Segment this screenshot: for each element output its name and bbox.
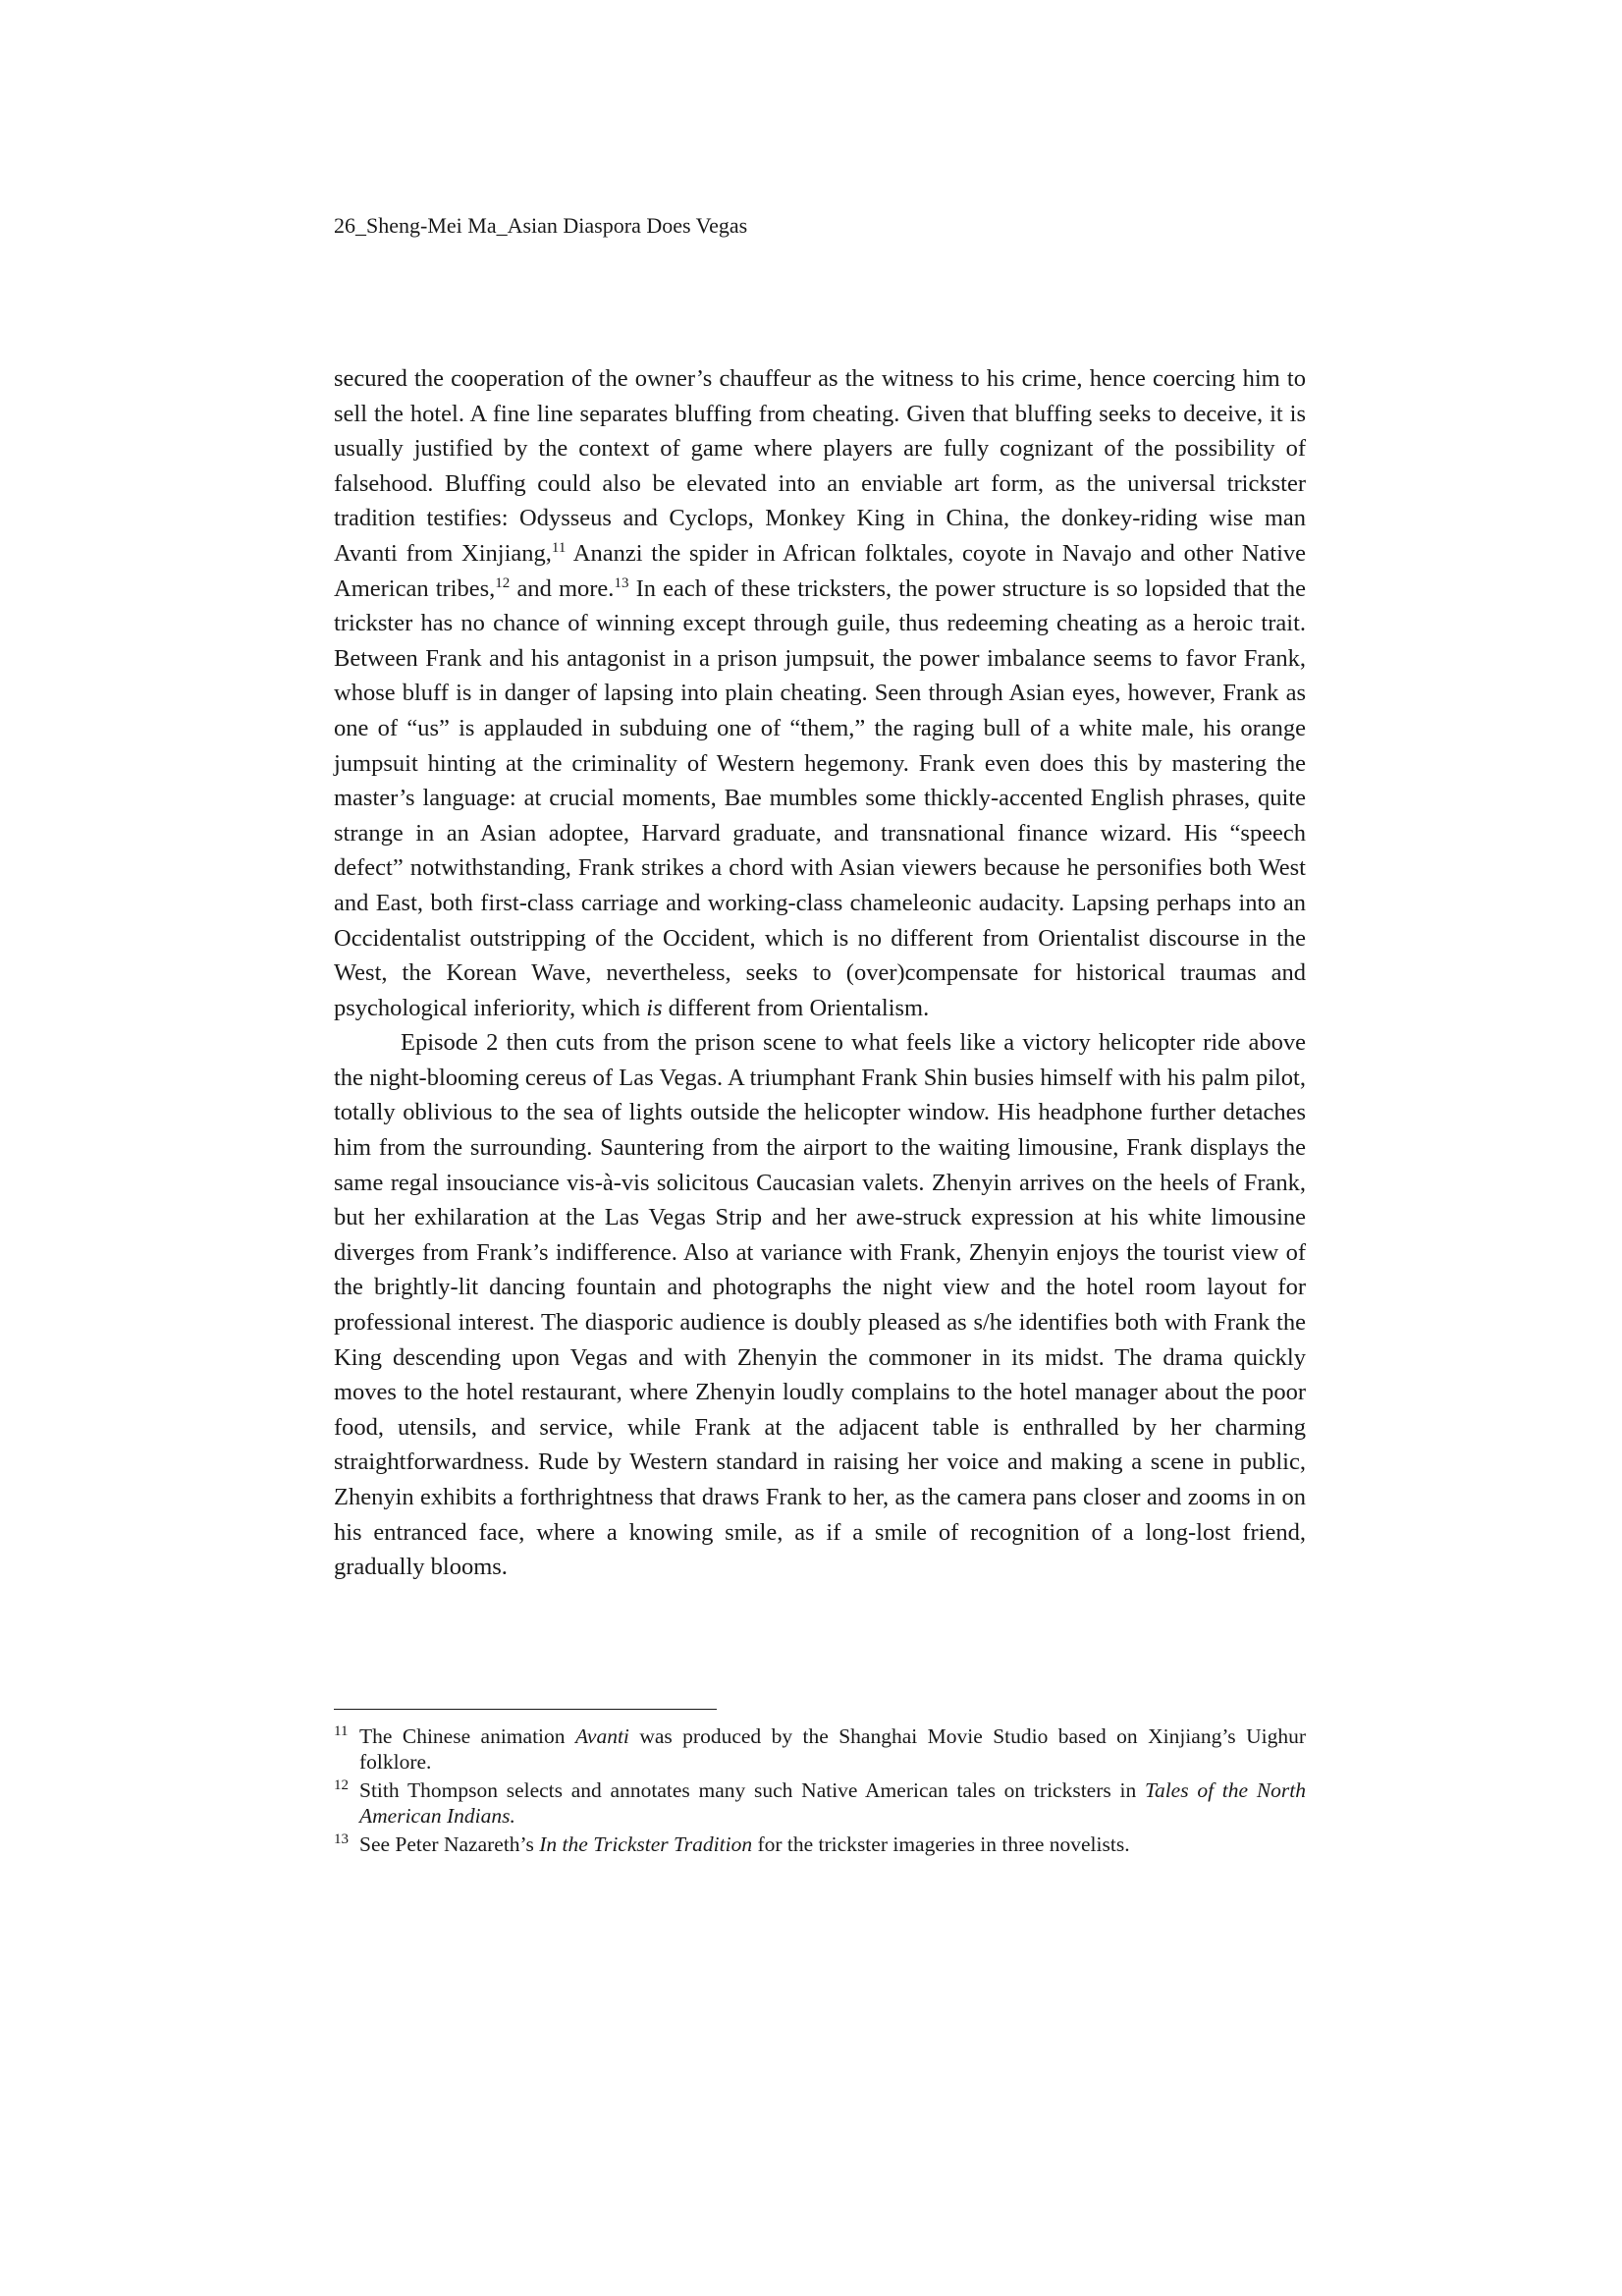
footnote-text: The Chinese animation — [359, 1724, 575, 1748]
p1-text-2: Ananzi the spider in African folktales, coyote in Navajo and other Native American tribes, — [334, 539, 1306, 602]
running-head: 26_Sheng-Mei Ma_Asian Diaspora Does Vegas — [334, 213, 748, 238]
footnote-number: 12 — [334, 1777, 349, 1793]
footnote-11 — [334, 1724, 1306, 1775]
footnote-text: Stith Thompson selects and annotates many such Native American tales on tricksters in — [359, 1778, 1145, 1802]
footnote-13 — [334, 1832, 1306, 1858]
footnote-ref-12[interactable]: 12 — [495, 574, 511, 591]
footnote-number: 11 — [334, 1723, 349, 1739]
p1-text-3: and more. — [510, 574, 615, 602]
footnotes — [334, 1724, 1306, 1862]
footnote-divider — [334, 1709, 717, 1710]
footnote-12 — [334, 1778, 1306, 1829]
footnote-number: 13 — [334, 1831, 349, 1847]
footnote-title: Tales of the North American Indians. — [359, 1778, 1306, 1828]
footnote-title: In the Trickster Tradition — [539, 1832, 753, 1856]
footnote-ref-13[interactable]: 13 — [614, 574, 629, 591]
footnote-text: for the trickster imageries in three novelists. — [752, 1832, 1130, 1856]
body-text — [334, 361, 1306, 1585]
p1-text-1: secured the cooperation of the owner’s chauffeur as the witness to his crime, hence coercing him to sell the hotel. A fine line separates bluffing from cheating. Given that bluffing seeks to deceive, it is usually justified by the context of game where players are fully cognizant of the possibility of falsehood. Bluffing could also be elevated into an enviable art form, as the universal trickster tradition testifies: Odysseus and Cyclops, Monkey King in China, the donkey-riding wise man Avanti from Xinjiang, — [334, 365, 1306, 567]
paragraph-2: Episode 2 then cuts from the prison scene to what feels like a victory helicopter ride above the night-blooming cereus of Las Vegas. A triumphant Frank Shin busies himself with his palm pilot, totally oblivious to the sea of lights outside the helicopter window. His headphone further detaches him from the surrounding. Sauntering from the airport to the waiting limousine, Frank displays the same regal insouciance vis-à-vis solicitous Caucasian valets. Zhenyin arrives on the heels of Frank, but her exhilaration at the Las Vegas Strip and her awe-struck expression at his white limousine diverges from Frank’s indifference. Also at variance with Frank, Zhenyin enjoys the tourist view of the brightly-lit dancing fountain and photographs the night view and the hotel room layout for professional interest. The diasporic audience is doubly pleased as s/he identifies both with Frank the King descending upon Vegas and with Zhenyin the commoner in its midst. The drama quickly moves to the hotel restaurant, where Zhenyin loudly complains to the hotel manager about the poor food, utensils, and service, while Frank at the adjacent table is enthralled by her charming straightforwardness. Rude by Western standard in raising her voice and making a scene in public, Zhenyin exhibits a forthrightness that draws Frank to her, as the camera pans closer and zooms in on his entranced face, where a knowing smile, as if a smile of recognition of a long-lost friend, gradually blooms. — [334, 1029, 1306, 1581]
p1-text-5: different from Orientalism. — [662, 994, 930, 1021]
footnote-title: Avanti — [574, 1724, 629, 1748]
footnote-text: See Peter Nazareth’s — [359, 1832, 540, 1856]
footnote-text: was produced by the Shanghai Movie Studio based on Xinjiang’s Uighur folklore. — [359, 1724, 1306, 1774]
footnote-ref-11[interactable]: 11 — [551, 539, 567, 556]
p1-text-4: In each of these tricksters, the power structure is so lopsided that the trickster has no chance of winning except through guile, thus redeeming cheating as a heroic trait. Between Frank and his antagonist in a prison jumpsuit, the power imbalance seems to favor Frank, whose bluff is in danger of lapsing into plain cheating. Seen through Asian eyes, however, Frank as one of “us” is applauded in subduing one of “them,” the raging bull of a white male, his orange jumpsuit hinting at the criminality of Western hegemony. Frank even does this by mastering the master’s language: at crucial moments, Bae mumbles some thickly-accented English phrases, quite strange in an Asian adoptee, Harvard graduate, and transnational finance wizard. His “speech defect” notwithstanding, Frank strikes a chord with Asian viewers because he personifies both West and East, both first-class carriage and working-class chameleonic audacity. Lapsing perhaps into an Occidentalist outstripping of the Occident, which is no different from Orientalist discourse in the West, the Korean Wave, nevertheless, seeks to (over)compensate for historical traumas and psychological inferiority, which — [334, 574, 1306, 1021]
p1-emphasis: is — [646, 994, 663, 1021]
paragraph-1 — [334, 361, 1306, 1025]
